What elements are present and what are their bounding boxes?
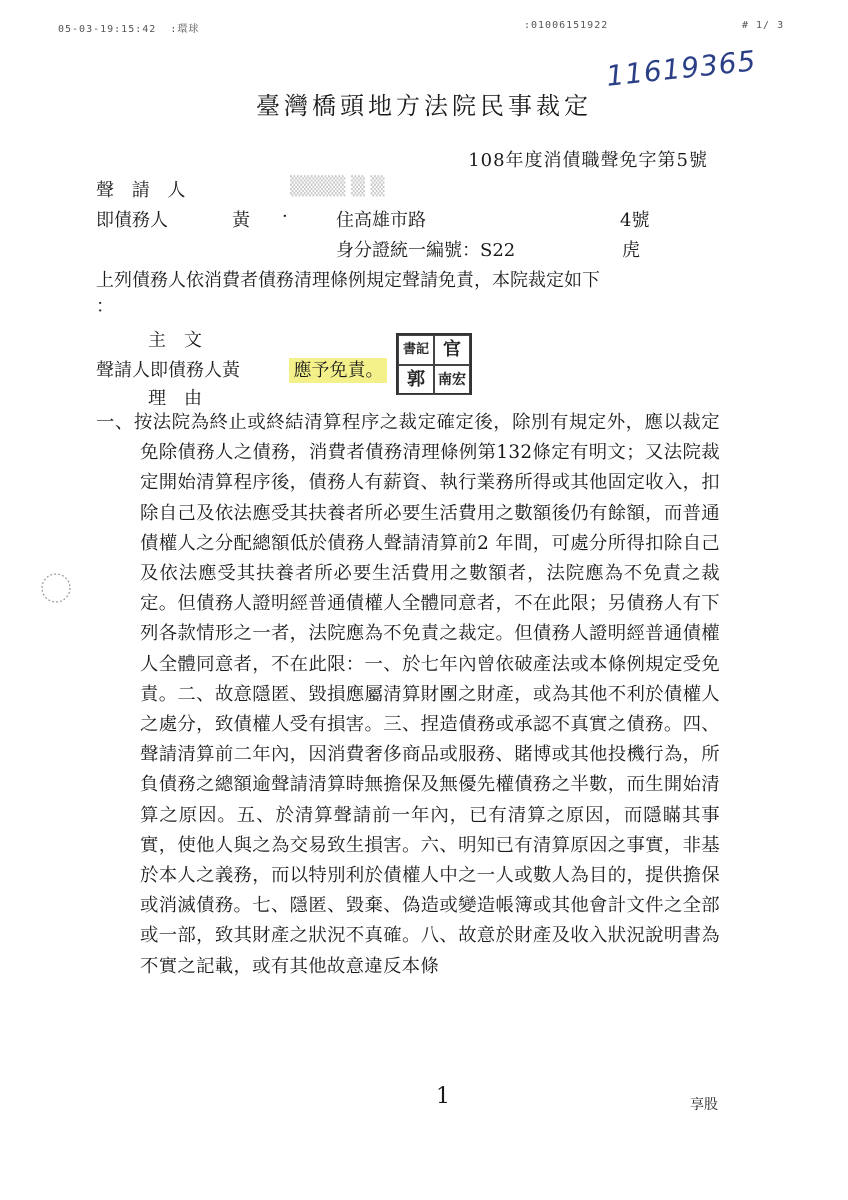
fax-number: :01006151922 [524, 20, 609, 31]
main-text-prefix: 聲請人即債務人黃 [96, 360, 240, 381]
reason-text: 一、按法院為終止或終結清算程序之裁定確定後，除別有規定外，應以裁定免除債務人之債務，消費者債務清理條例第132條定有明文；又法院裁定開始清算程序後，債務人有薪資、執行業務所得或其他固定收入，扣除自己及依法應受其扶養者所必要生活費用之數額後仍有餘額，而普通債權人之分配總額低於債務人聲請清算前2 年間，可處分所得扣除自己及依法應受其扶養者所必要生活費用之數額者，法院應為不免責之裁定。但債務人證明經普通債權人全體同意者，不在此限；另債務人有下列各款情形之一者，法院應為不免責之裁定。但債務人證明經普通債權人全體同意者，不在此限：一、於七年內曾依破產法或本條例規定受免責。二、故意隱匿、毀損應屬清算財團之財產，或為其他不利於債權人之處分，致債權人受有損害。三、捏造債務或承認不真實之債務。四、聲請清算前二年內，因消費奢侈商品或服務、賭博或其他投機行為，所負債務之總額逾聲請清算時無擔保及無優先權債務之半數，而生開始清算之原因。五、於清算聲請前一年內，已有清算之原因，而隱瞞其事實，使他人與之為交易致生損害。六、明知已有清算原因之事實，非基於本人之義務，而以特別利於債權人中之一人或數人為目的，提供擔保或消滅債務。七、隱匿、毀棄、偽造或變造帳簿或其他會計文件之全部或一部，致其財產之狀況不真確。八、故意於財產及收入狀況說明書為不實之記載，或有其他故意違反本條 [96, 412, 720, 977]
fax-page: # 1/ 3 [742, 20, 785, 31]
binding-holes [34, 566, 78, 610]
address-number: 4號 [620, 210, 650, 231]
seal-char: 南宏 [434, 365, 470, 395]
seal-char: 郭 [398, 365, 434, 395]
debtor-address: 住高雄市路 [336, 210, 426, 231]
intro-text: 上列債務人依消費者債務清理條例規定聲請免責，本院裁定如下 [96, 270, 600, 291]
debtor-name: 黃 [232, 210, 250, 231]
main-text-highlight: 應予免責。 [289, 358, 387, 383]
seal-char: 書記 [398, 335, 434, 365]
main-text [96, 356, 387, 382]
debtor-label: 即債務人 [96, 210, 168, 231]
document-title: 臺灣橋頭地方法院民事裁定 [256, 92, 592, 120]
applicant-label: 聲 請 人 [96, 180, 192, 201]
case-number: 108年度消債職聲免字第5號 [468, 150, 708, 171]
reason-heading: 理 由 [148, 388, 202, 409]
handwritten-number: 11619365 [604, 44, 758, 93]
clerk-seal [396, 333, 472, 395]
fax-timestamp: 05-03-19:15:42 :環球 [58, 24, 200, 35]
fax-marker: :環球 [170, 24, 200, 35]
redaction-dot: · [282, 206, 288, 227]
main-heading: 主 文 [148, 330, 202, 351]
seal-char: 官 [434, 335, 470, 365]
intro-colon: ： [96, 296, 114, 317]
reason-paragraph [96, 408, 720, 982]
footer-name: 享股 [690, 1097, 718, 1113]
page-number: 1 [436, 1084, 450, 1109]
redacted-name: ▒▒▒▒ ▒ ▒ [290, 176, 385, 197]
id-suffix: 虎 [622, 240, 640, 261]
debtor-id: 身分證統一編號：S22 [336, 240, 516, 261]
